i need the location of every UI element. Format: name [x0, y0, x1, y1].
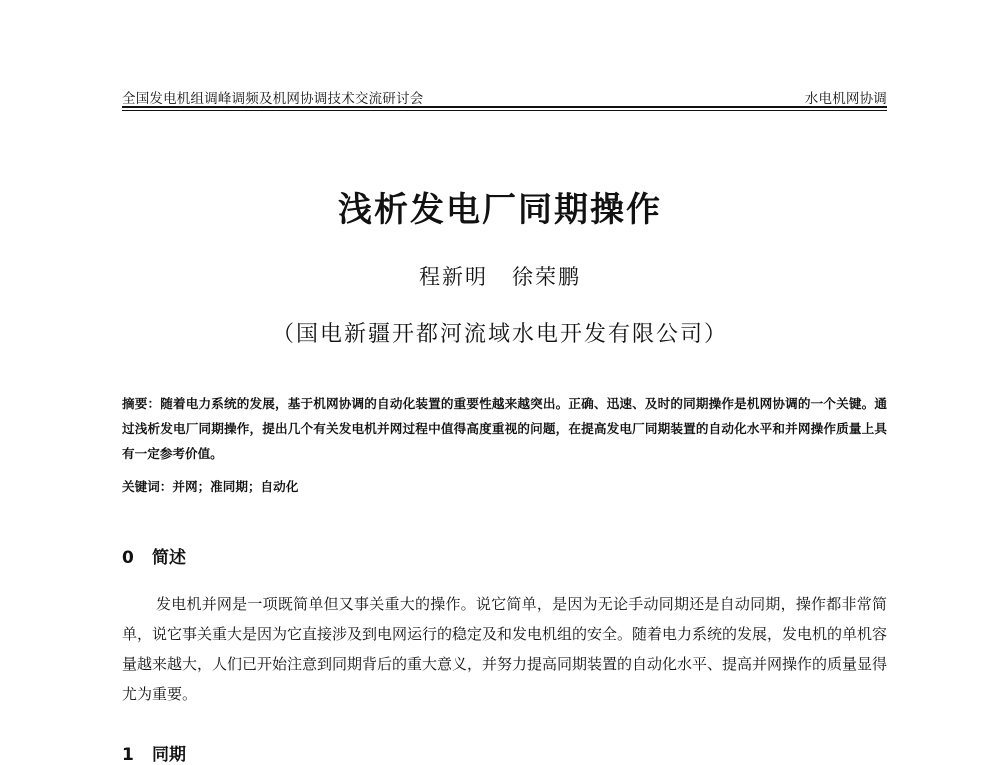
- section-heading: [122, 543, 186, 568]
- author-line: [0, 261, 1000, 291]
- paper-title: 浅析发电厂同期操作: [338, 190, 662, 230]
- header-section-name: 水电机网协调: [804, 91, 887, 107]
- section-number: 0: [122, 548, 134, 568]
- keywords: [122, 476, 887, 495]
- author-name: 徐荣鹏: [512, 265, 581, 289]
- keywords-label: 关键词：: [122, 479, 173, 494]
- section-title: 简述: [152, 548, 186, 568]
- author-name: 程新明: [419, 265, 488, 289]
- header-rule-thick: [122, 106, 887, 108]
- section-heading: [122, 740, 186, 765]
- affiliation: （国电新疆开都河流域水电开发有限公司）: [271, 322, 728, 347]
- header-conference-name: 全国发电机组调峰调频及机网协调技术交流研讨会: [122, 91, 424, 107]
- keywords-text: 并网；准同期；自动化: [172, 479, 299, 494]
- abstract: [122, 391, 887, 466]
- running-header: [122, 87, 887, 107]
- abstract-label: 摘要：: [122, 396, 161, 411]
- abstract-text: 随着电力系统的发展，基于机网协调的自动化装置的重要性越来越突出。正确、迅速、及时的同期操作是机网协调的一个关键。通过浅析发电厂同期操作，提出几个有关发电机并网过程中值得高度重视的问题，在提高发电厂同期装置的自动化水平和并网操作质量上具有一定参考价值。: [122, 396, 888, 461]
- section-title: 同期: [152, 745, 186, 765]
- section-number: 1: [122, 745, 134, 765]
- header-rule-thin: [122, 110, 887, 111]
- section-paragraph: 发电机并网是一项既简单但又事关重大的操作。说它简单，是因为无论手动同期还是自动同期，操作都非常简单，说它事关重大是因为它直接涉及到电网运行的稳定及和发电机组的安全。随着电力系统的发展，发电机的单机容量越来越大，人们已开始注意到同期背后的重大意义，并努力提高同期装置的自动化水平、提高并网操作的质量显得尤为重要。: [122, 595, 888, 703]
